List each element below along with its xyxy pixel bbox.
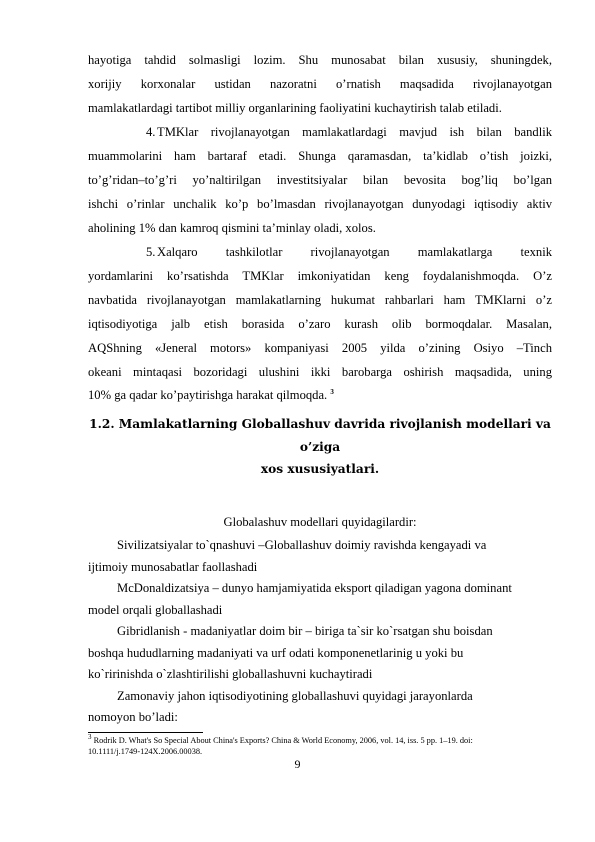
text-line: okeani mintaqasi bozoridagi ulushini ikki barobarga oshirish maqsadida, uning: [88, 364, 552, 379]
text-line: nomoyon bo’ladi:: [88, 710, 178, 724]
list-number: 5.: [146, 245, 156, 259]
text-line: yordamlarini ko’rsatishda TMKlar imkoniyatidan keng foydalanishmoqda. O’z: [88, 268, 552, 283]
text-line: AQShning «Jeneral motors» kompaniyasi 2005 yilda o’zining Osiyo –Tinch: [88, 340, 552, 355]
text-line: aholining 1% dan kamroq qismini ta’minlay oladi, xolos.: [88, 220, 376, 235]
text-line: iqtisodiyotiga jalb etish borasida o’zaro kurash olib bormoqdalar. Masalan,: [88, 316, 552, 331]
text-line: hayotiga tahdid solmasligi lozim. Shu munosabat bilan xususiy, shuningdek,: [88, 53, 552, 67]
text-line: model orqali globallashadi: [88, 602, 223, 617]
text-line: boshqa hududlarning madaniyati va urf odati komponenetlarinig u yoki bu: [88, 645, 464, 660]
list-number: 4.: [146, 125, 156, 139]
text-line: navbatida rivojlanayotgan mamlakatlarning hukumat rahbarlari ham TMKlarni o’z: [88, 292, 552, 307]
models-intro: Globalashuv modellari quyidagilardir:: [223, 515, 417, 529]
footnote-separator: [88, 732, 203, 733]
text-line: TMKlar rivojlanayotgan mamlakatlardagi mavjud ish bilan bandlik: [157, 125, 552, 139]
paragraph-continuation: [88, 49, 552, 121]
text-line: ko`ririnishda o`zlashtirilishi globallashuvni kuchaytiradi: [88, 667, 373, 681]
text-line: muammolarini ham bartaraf etadi. Shunga qaramasdan, ta’kidlab o’tish joizki,: [88, 148, 552, 163]
footnote: [88, 735, 554, 757]
section-heading: [80, 413, 560, 481]
footnote-text: 10.1111/j.1749-124X.2006.00038.: [88, 747, 203, 756]
text-line: ijtimoiy munosabatlar faollashadi: [88, 559, 258, 574]
list-item-5: [88, 241, 552, 408]
footnote-text: Rodrik D. What's So Special About China's Exports? China & World Economy, 2006, vol. 14, iss. 5 pp. 1–19. doi:: [91, 736, 473, 745]
heading-line: 1.2. Mamlakatlarning Globallashuv davrida rivojlanish modellari va o’ziga: [89, 417, 551, 454]
text-line: mamlakatlardagi tartibot milliy organlarining faoliyatini kuchaytirish talab etiladi.: [88, 100, 502, 115]
text-line: McDonaldizatsiya – dunyo hamjamiyatida eksport qiladigan yagona dominant: [117, 581, 512, 595]
text-line: Xalqaro tashkilotlar rivojlanayotgan mamlakatlarga texnik: [157, 245, 552, 259]
footnote-mark: 3: [88, 733, 92, 742]
text-line: xorijiy korxonalar ustidan nazoratni o’rnatish maqsadida rivojlanayotgan: [88, 76, 552, 91]
list-item-4: [88, 121, 552, 241]
models-list: [88, 535, 558, 729]
text-line: 10% ga qadar ko’paytirishga harakat qilmoqda.: [88, 388, 328, 403]
text-line: ishchi o’rinlar unchalik ko’p bo’lmasdan rivojlanayotgan dunyodagi iqtisodiy aktiv: [88, 196, 552, 211]
heading-line: xos xususiyatlari.: [260, 462, 380, 476]
page-number: 9: [294, 757, 301, 771]
footnote-reference[interactable]: 3: [330, 388, 334, 397]
text-line: to’g’ridan–to’g’ri yo’naltirilgan investitsiyalar bilan bevosita bog’liq bo’lgan: [88, 172, 552, 187]
text-line: Zamonaviy jahon iqtisodiyotining globallashuvi quyidagi jarayonlarda: [117, 688, 473, 703]
text-line: Sivilizatsiyalar to`qnashuvi –Globallashuv doimiy ravishda kengayadi va: [117, 538, 487, 552]
text-line: Gibridlanish - madaniyatlar doim bir – biriga ta`sir ko`rsatgan shu boisdan: [117, 624, 493, 638]
